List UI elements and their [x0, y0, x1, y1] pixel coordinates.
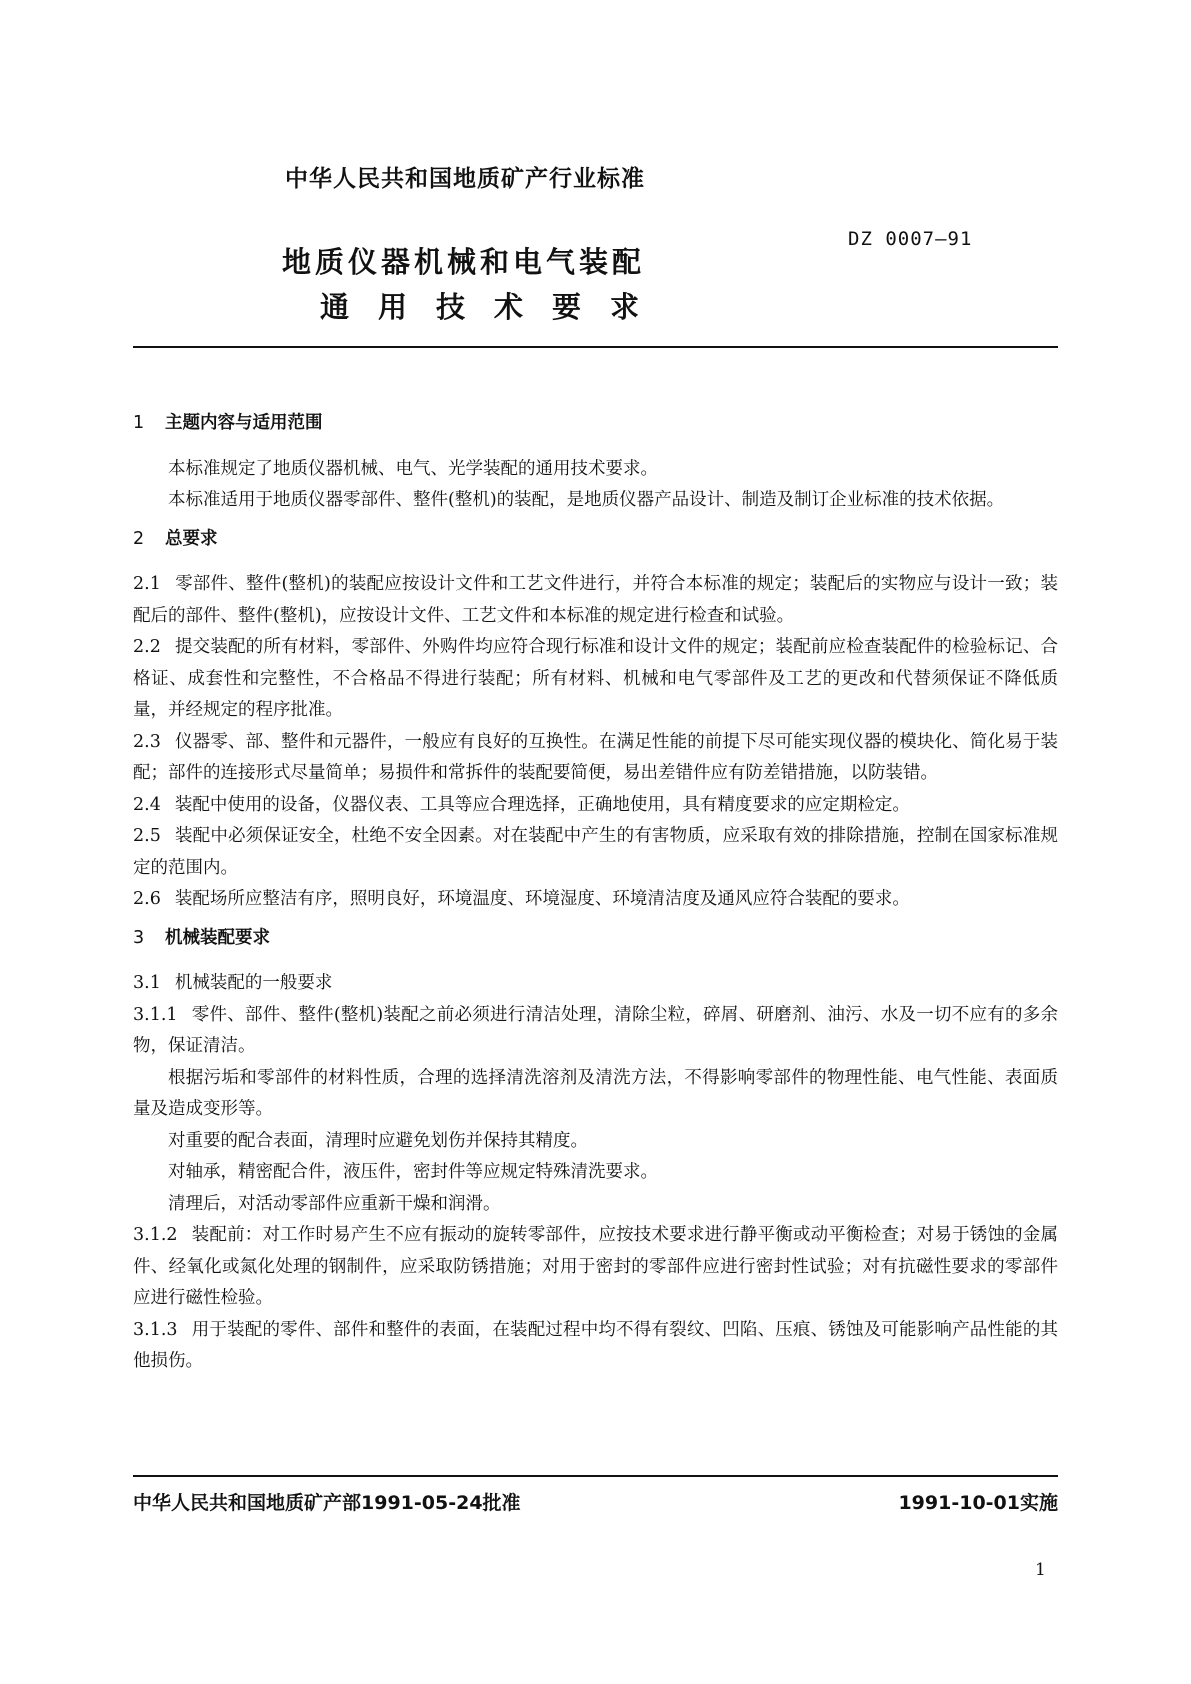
clause-3-1-2 — [133, 1220, 1058, 1315]
section-number: 1 — [133, 413, 145, 433]
section-2-heading — [133, 524, 1058, 556]
clause-text: 装配前：对工作时易产生不应有振动的旋转零部件，应按技术要求进行静平衡或动平衡检查；对易于锈蚀的金属件、经氧化或氮化处理的钢制件，应采取防锈措施；对用于密封的零部件应进行密封性试验；对有抗磁性要求的零部件应进行磁性检验。 — [133, 1225, 1058, 1308]
clause-text: 零部件、整件(整机)的装配应按设计文件和工艺文件进行，并符合本标准的规定；装配后的实物应与设计一致；装配后的部件、整件(整机)，应按设计文件、工艺文件和本标准的规定进行检查和试验。 — [133, 574, 1058, 626]
implementation-date: 1991-10-01实施 — [898, 1492, 1058, 1514]
clause-number: 3.1.3 — [133, 1319, 178, 1340]
section-1-heading — [133, 408, 1058, 440]
clause-3-1-3 — [133, 1315, 1058, 1378]
section-number: 3 — [133, 927, 145, 948]
section-3-heading — [133, 923, 1058, 955]
page-number: 1 — [1035, 1560, 1046, 1580]
clause-2-2 — [133, 632, 1058, 727]
footer-divider — [133, 1475, 1058, 1477]
clause-number: 2.4 — [133, 794, 161, 815]
clause-text: 装配中使用的设备，仪器仪表、工具等应合理选择，正确地使用，具有精度要求的应定期检定。 — [174, 794, 910, 815]
section-title: 主题内容与适用范围 — [165, 413, 323, 433]
section-number: 2 — [133, 528, 145, 549]
document-body — [133, 408, 1058, 1378]
clause-number: 3.1.1 — [133, 1004, 178, 1025]
clause-2-4 — [133, 790, 1058, 822]
subsection-title: 机械装配的一般要求 — [174, 973, 333, 993]
clause-number: 2.2 — [133, 637, 161, 657]
section-title: 机械装配要求 — [165, 927, 270, 948]
clause-text: 提交装配的所有材料，零部件、外购件均应符合现行标准和设计文件的规定；装配前应检查装配件的检验标记、合格证、成套性和完整性，不合格品不得进行装配；所有材料、机械和电气零部件及工艺的更改和代替须保证不降低质量，并经规定的程序批准。 — [133, 637, 1058, 720]
clause-number: 2.3 — [133, 731, 161, 752]
document-title-line-1: 地质仪器机械和电气装配 — [282, 245, 646, 279]
subsection-3-1 — [133, 968, 1058, 1000]
clause-text: 仪器零、部、整件和元器件，一般应有良好的互换性。在满足性能的前提下尽可能实现仪器的模块化、简化易于装配；部件的连接形式尽量简单；易损件和常拆件的装配要简便，易出差错件应有防差错措施，以防装错。 — [133, 731, 1058, 783]
clause-2-5 — [133, 821, 1058, 884]
clause-2-3 — [133, 727, 1058, 790]
clause-number: 2.5 — [133, 826, 161, 846]
paragraph: 根据污垢和零部件的材料性质，合理的选择清洗溶剂及清洗方法，不得影响零部件的物理性能、电气性能、表面质量及造成变形等。 — [133, 1067, 1058, 1119]
standard-number: DZ 0007—91 — [848, 228, 973, 250]
clause-number: 2.6 — [133, 889, 161, 909]
clause-text: 用于装配的零件、部件和整件的表面，在装配过程中均不得有裂纹、凹陷、压痕、锈蚀及可能影响产品性能的其他损伤。 — [133, 1319, 1058, 1371]
industry-standard-heading: 中华人民共和国地质矿产行业标准 — [285, 166, 645, 192]
document-title-line-2: 通用技术要求 — [320, 290, 669, 324]
paragraph: 本标准适用于地质仪器零部件、整件(整机)的装配，是地质仪器产品设计、制造及制订企业标准的技术依据。 — [168, 490, 1005, 510]
paragraph: 对轴承，精密配合件，液压件，密封件等应规定特殊清洗要求。 — [168, 1162, 658, 1182]
clause-2-6 — [133, 884, 1058, 916]
header-divider — [133, 346, 1058, 348]
clause-number: 3.1.2 — [133, 1225, 178, 1245]
clause-text: 装配场所应整洁有序，照明良好，环境温度、环境湿度、环境清洁度及通风应符合装配的要求。 — [174, 889, 910, 909]
footer — [133, 1488, 1058, 1515]
subsection-number: 3.1 — [133, 973, 161, 993]
clause-text: 零件、部件、整件(整机)装配之前必须进行清洁处理，清除尘粒，碎屑、研磨剂、油污、水及一切不应有的多余物，保证清洁。 — [133, 1004, 1058, 1056]
paragraph: 清理后，对活动零部件应重新干燥和润滑。 — [168, 1193, 501, 1214]
clause-2-1 — [133, 569, 1058, 632]
approval-info: 中华人民共和国地质矿产部1991-05-24批准 — [133, 1492, 521, 1514]
section-title: 总要求 — [165, 528, 218, 549]
clause-text: 装配中必须保证安全，杜绝不安全因素。对在装配中产生的有害物质，应采取有效的排除措施，控制在国家标准规定的范围内。 — [133, 826, 1058, 878]
paragraph: 本标准规定了地质仪器机械、电气、光学装配的通用技术要求。 — [168, 458, 658, 479]
clause-number: 2.1 — [133, 574, 161, 594]
paragraph: 对重要的配合表面，清理时应避免划伤并保持其精度。 — [168, 1130, 588, 1151]
clause-3-1-1 — [133, 1000, 1058, 1063]
